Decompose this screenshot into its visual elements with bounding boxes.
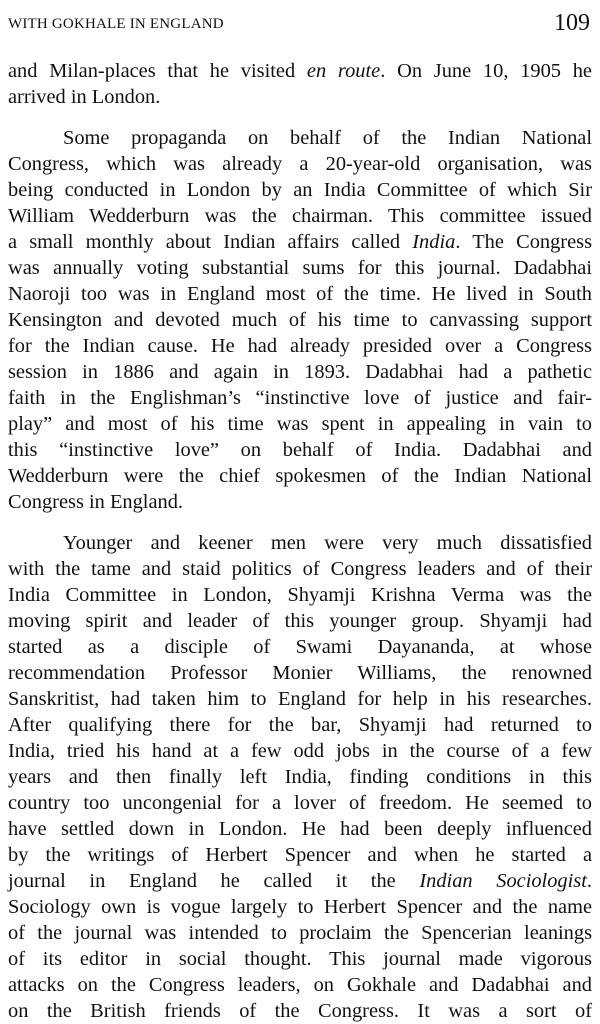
text-line: arrived in London. [8, 86, 161, 108]
paragraph [8, 58, 592, 110]
text-line: started as a disciple of Swami Dayananda, at whose [8, 636, 592, 658]
text-line: Some propaganda on behalf of the Indian National [63, 127, 592, 149]
running-title: WITH GOKHALE IN ENGLAND [8, 16, 224, 32]
text-line: Younger and keener men were very much dissatisfied [63, 532, 592, 554]
text-line: on the British friends of the Congress. It was a sort of [8, 1000, 592, 1022]
page-number: 109 [554, 10, 590, 36]
text-line: was annually voting substantial sums for this journal. Dadabhai [8, 257, 592, 279]
text-line: a small monthly about Indian affairs called India. The Congress [8, 231, 593, 253]
text-line: attacks on the Congress leaders, on Gokhale and Dadabhai and [8, 974, 592, 996]
text-line: being conducted in London by an India Committee of which Sir [8, 179, 592, 201]
text-line: recommendation Professor Monier Williams, the renowned [8, 662, 592, 684]
text-line: country too uncongenial for a lover of freedom. He seemed to [8, 792, 592, 814]
text-line: with the tame and staid politics of Congress leaders and of their [8, 558, 592, 580]
text-line: Kensington and devoted much of his time to canvassing support [8, 309, 592, 331]
text-line: faith in the Englishman’s “instinctive love of justice and fair- [8, 387, 592, 409]
text-line: and Milan-places that he visited en route. On June 10, 1905 he [8, 60, 592, 82]
paragraph [8, 125, 592, 515]
text-line: India, tried his hand at a few odd jobs in the course of a few [8, 740, 592, 762]
text-line: Wedderburn were the chief spokesmen of the Indian National [8, 465, 592, 487]
text-line: years and then finally left India, finding conditions in this [8, 766, 592, 788]
text-line: journal in England he called it the Indian Sociologist. [8, 870, 592, 892]
paragraph [8, 530, 592, 1024]
running-head [8, 8, 590, 48]
text-line: Congress in England. [8, 491, 184, 513]
text-line: India Committee in London, Shyamji Krishna Verma was the [8, 584, 592, 606]
text-line: play” and most of his time was spent in appealing in vain to [8, 413, 592, 435]
text-line: Naoroji too was in England most of the time. He lived in South [8, 283, 592, 305]
body-text [8, 58, 592, 1024]
text-line: of the journal was intended to proclaim the Spencerian leanings [8, 922, 592, 944]
text-line: Congress, which was already a 20-year-old organisation, was [8, 153, 592, 175]
text-line: William Wedderburn was the chairman. This committee issued [8, 205, 592, 227]
text-line: for the Indian cause. He had already presided over a Congress [8, 335, 592, 357]
text-line: moving spirit and leader of this younger group. Shyamji had [8, 610, 592, 632]
text-line: Sociology own is vogue largely to Herbert Spencer and the name [8, 896, 592, 918]
text-line: Sanskritist, had taken him to England for help in his researches. [8, 688, 592, 710]
text-line: session in 1886 and again in 1893. Dadabhai had a pathetic [8, 361, 592, 383]
text-line: of its editor in social thought. This journal made vigorous [8, 948, 592, 970]
text-line: by the writings of Herbert Spencer and when he started a [8, 844, 592, 866]
text-line: this “instinctive love” on behalf of India. Dadabhai and [8, 439, 592, 461]
text-line: After qualifying there for the bar, Shyamji had returned to [8, 714, 592, 736]
text-line: have settled down in London. He had been deeply influenced [8, 818, 592, 840]
